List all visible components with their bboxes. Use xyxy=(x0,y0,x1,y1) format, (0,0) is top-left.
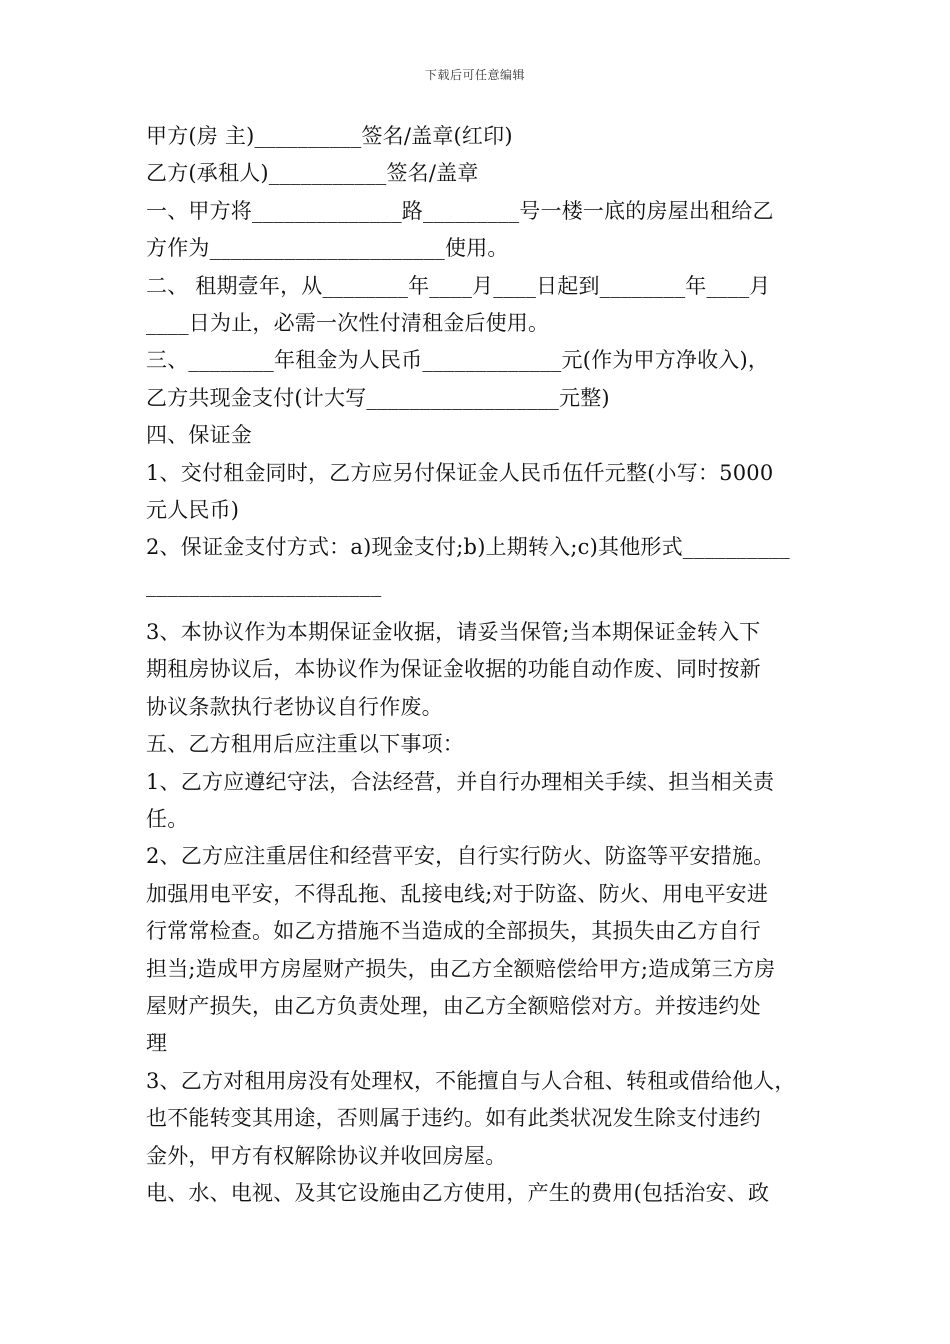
clause-4-3-line-3: 协议条款执行老协议自行作废。 xyxy=(146,694,443,719)
clause-5-1-line-1: 1、乙方应遵纪守法，合法经营，并自行办理相关手续、担当相关责 xyxy=(146,769,775,794)
clause-5-2-line-4: 担当;造成甲方房屋财产损失，由乙方全额赔偿给甲方;造成第三方房 xyxy=(146,956,776,981)
clause-4-3-line-1: 3、本协议作为本期保证金收据，请妥当保管;当本期保证金转入下 xyxy=(146,620,761,645)
clause-5-2-line-2: 加强用电平安，不得乱拖、乱接电线;对于防盗、防火、用电平安进 xyxy=(146,881,769,906)
party-b-line: 乙方(承租人)___________签名/盖章 xyxy=(146,161,479,186)
clause-4-2-line-2: ______________________ xyxy=(146,572,382,597)
clause-2-line-1: 二、 租期壹年，从________年____月____日起到________年____月 xyxy=(146,273,771,298)
party-a-line: 甲方(房 主)__________签名/盖章(红印) xyxy=(146,124,513,148)
clause-4-heading: 四、保证金 xyxy=(146,423,252,448)
clause-2-line-2: ____日为止，必需一次性付清租金后使用。 xyxy=(146,310,550,335)
clause-5-3-line-1: 3、乙方对租用房没有处理权，不能擅自与人合租、转租或借给他人， xyxy=(146,1068,796,1093)
clause-4-2-line-1: 2、保证金支付方式：a)现金支付;b)上期转入;c)其他形式__________ xyxy=(146,535,790,560)
clause-5-2-line-5: 屋财产损失，由乙方负责处理，由乙方全额赔偿对方。并按违约处 xyxy=(146,993,761,1018)
utilities-line-1: 电、水、电视、及其它设施由乙方使用，产生的费用(包括治安、政 xyxy=(146,1180,770,1205)
clause-5-2-line-3: 行常常检查。如乙方措施不当造成的全部损失，其损失由乙方自行 xyxy=(146,919,761,944)
clause-1-line-2: 方作为______________________使用。 xyxy=(146,236,509,261)
clause-3-line-1: 三、________年租金为人民币_____________元(作为甲方净收入)， xyxy=(146,348,770,373)
clause-5-3-line-3: 金外，甲方有权解除协议并收回房屋。 xyxy=(146,1143,507,1168)
document-body xyxy=(146,118,836,1212)
clause-5-1-line-2: 任。 xyxy=(146,807,189,832)
clause-5-3-line-2: 也不能转变其用途，否则属于违约。如有此类状况发生除支付违约 xyxy=(146,1106,761,1131)
clause-4-3-line-2: 期租房协议后，本协议作为保证金收据的功能自动作废、同时按新 xyxy=(146,657,761,682)
header-note: 下载后可任意编辑 xyxy=(424,68,525,82)
clause-4-1-line-1: 1、交付租金同时，乙方应另付保证金人民币伍仟元整(小写：5000 xyxy=(146,460,774,485)
clause-3-line-2: 乙方共现金支付(计大写__________________元整) xyxy=(146,385,610,410)
clause-5-2-line-1: 2、乙方应注重居住和经营平安，自行实行防火、防盗等平安措施。 xyxy=(146,844,775,869)
paragraph-spacer xyxy=(146,604,836,614)
clause-1-line-1: 一、甲方将______________路_________号一楼一底的房屋出租给乙 xyxy=(146,198,774,223)
clause-5-heading: 五、乙方租用后应注重以下事项： xyxy=(146,732,464,757)
clause-5-2-line-6: 理 xyxy=(146,1031,168,1056)
clause-4-1-line-2: 元人民币) xyxy=(146,497,240,522)
